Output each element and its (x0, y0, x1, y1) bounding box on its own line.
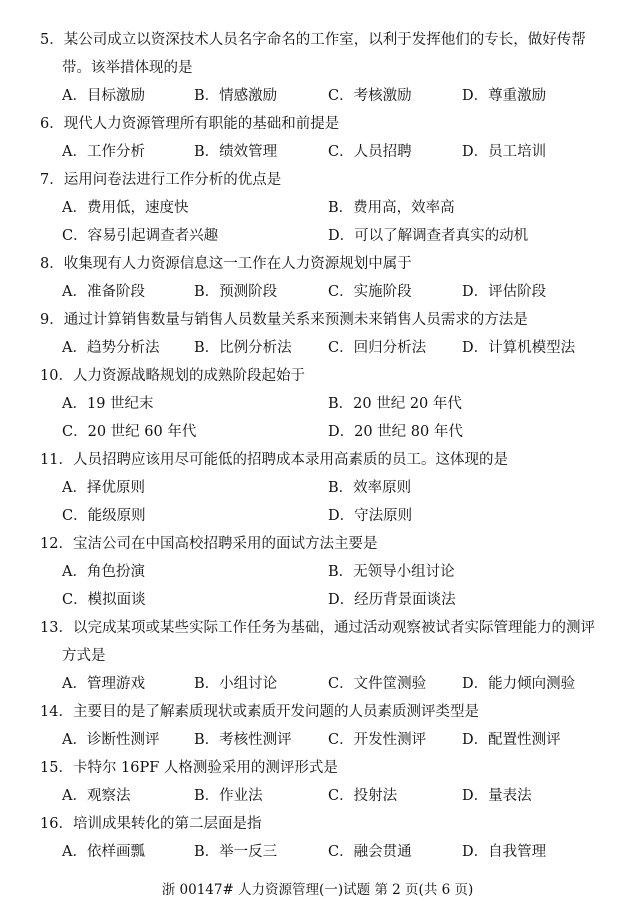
option-a: A．趋势分析法 (62, 340, 160, 356)
option-d: D．评估阶段 (462, 284, 547, 300)
question-stem: 9．通过计算销售数量与销售人员数量关系来预测未来销售人员需求的方法是 (40, 312, 528, 328)
option-d: D．计算机模型法 (462, 340, 576, 356)
question-stem: 16．培训成果转化的第二层面是指 (40, 816, 262, 832)
option-c: C．容易引起调查者兴趣 (62, 228, 219, 244)
question-stem: 8．收集现有人力资源信息这一工作在人力资源规划中属于 (40, 256, 412, 272)
option-d: D．量表法 (462, 788, 532, 804)
option-d: D．员工培训 (462, 144, 547, 160)
option-c: C．人员招聘 (328, 144, 412, 160)
question-stem: 13．以完成某项或某些实际工作任务为基础，通过活动观察被试者实际管理能力的测评 (40, 620, 595, 636)
option-d: D．可以了解调查者真实的动机 (328, 228, 529, 244)
option-a: A．19 世纪末 (62, 396, 154, 412)
option-a: A．工作分析 (62, 144, 145, 160)
page-footer: 浙 00147# 人力资源管理(一)试题 第 2 页(共 6 页) (161, 882, 474, 898)
question-stem: 7．运用问卷法进行工作分析的优点是 (40, 172, 282, 188)
option-a: A．目标激励 (62, 88, 145, 104)
option-a: A．诊断性测评 (62, 732, 160, 748)
option-c: C．文件筐测验 (328, 676, 427, 692)
option-d: D．自我管理 (462, 844, 547, 860)
option-d: D．守法原则 (328, 508, 413, 524)
option-c: C．回归分析法 (328, 340, 427, 356)
option-d: D．配置性测评 (462, 732, 561, 748)
option-d: D．经历背景面谈法 (328, 592, 456, 608)
option-c: C．模拟面谈 (62, 592, 146, 608)
question-stem: 带。该举措体现的是 (62, 60, 193, 76)
question-stem: 15．卡特尔 16PF 人格测验采用的测评形式是 (40, 760, 338, 776)
option-c: C．投射法 (328, 788, 398, 804)
option-b: B．考核性测评 (194, 732, 292, 748)
question-stem: 12．宝洁公司在中国高校招聘采用的面试方法主要是 (40, 536, 378, 552)
option-b: B．小组讨论 (194, 676, 278, 692)
option-c: C．能级原则 (62, 508, 146, 524)
question-stem: 11．人员招聘应该用尽可能低的招聘成本录用高素质的员工。这体现的是 (40, 452, 508, 468)
option-b: B．举一反三 (194, 844, 278, 860)
option-d: D．尊重激励 (462, 88, 547, 104)
option-b: B．预测阶段 (194, 284, 278, 300)
option-b: B．效率原则 (328, 480, 412, 496)
option-d: D．20 世纪 80 年代 (328, 424, 463, 440)
option-c: C．融会贯通 (328, 844, 412, 860)
option-d: D．能力倾向测验 (462, 676, 576, 692)
option-c: C．开发性测评 (328, 732, 427, 748)
option-a: A．准备阶段 (62, 284, 145, 300)
question-stem: 方式是 (62, 648, 106, 664)
option-b: B．20 世纪 20 年代 (328, 396, 462, 412)
option-c: C．20 世纪 60 年代 (62, 424, 197, 440)
option-b: B．无领导小组讨论 (328, 564, 455, 580)
option-a: A．费用低，速度快 (62, 200, 189, 216)
option-a: A．管理游戏 (62, 676, 145, 692)
question-stem: 6．现代人力资源管理所有职能的基础和前提是 (40, 116, 340, 132)
option-a: A．择优原则 (62, 480, 145, 496)
option-b: B．作业法 (194, 788, 263, 804)
option-c: C．考核激励 (328, 88, 412, 104)
option-b: B．绩效管理 (194, 144, 278, 160)
option-a: A．依样画瓢 (62, 844, 145, 860)
question-stem: 14．主要目的是了解素质现状或素质开发问题的人员素质测评类型是 (40, 704, 479, 720)
option-c: C．实施阶段 (328, 284, 412, 300)
option-a: A．观察法 (62, 788, 131, 804)
question-stem: 5．某公司成立以资深技术人员名字命名的工作室，以利于发挥他们的专长，做好传帮 (40, 32, 586, 48)
option-b: B．比例分析法 (194, 340, 292, 356)
option-a: A．角色扮演 (62, 564, 145, 580)
option-b: B．情感激励 (194, 88, 278, 104)
option-b: B．费用高，效率高 (328, 200, 455, 216)
question-stem: 10．人力资源战略规划的成熟阶段起始于 (40, 368, 305, 384)
